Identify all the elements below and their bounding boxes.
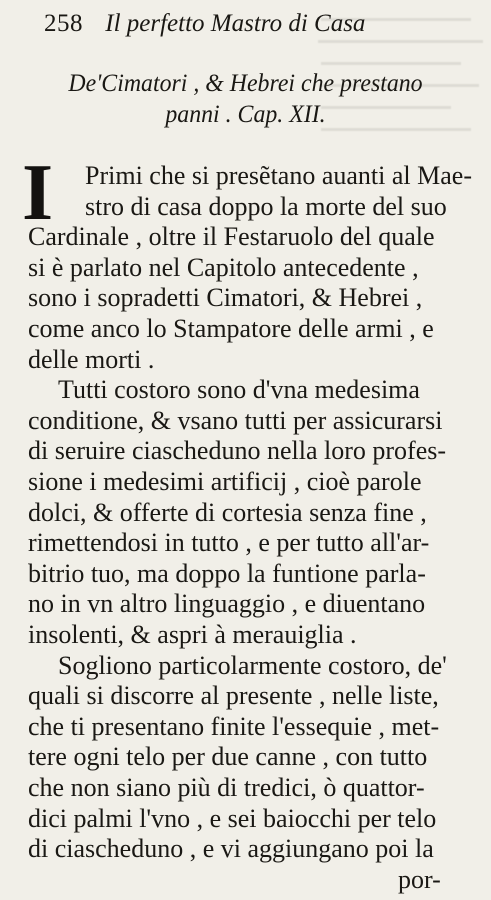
- text-line: stro di casa doppo la morte del suo: [85, 191, 447, 221]
- text-line: conditione, & vsano tutti per assicurarsi: [28, 405, 443, 435]
- catchword: por-: [398, 864, 441, 894]
- text-line: bitrio tuo, ma doppo la funtione parla-: [28, 558, 426, 588]
- text-line: delle morti .: [28, 344, 155, 374]
- text-line: tere ogni telo per due canne , con tutto: [28, 742, 428, 772]
- text-line: quali si discorre al presente , nelle liste,: [28, 681, 439, 711]
- text-line: Tutti costoro sono d'vna medesima: [58, 375, 420, 405]
- text-line: rimettendosi in tutto , e per tutto all'ar-: [28, 528, 430, 558]
- text-line: si è parlato nel Capitolo antecedente ,: [28, 252, 419, 282]
- text-line: Primi che si presẽtano auanti al Mae-: [85, 161, 472, 190]
- text-line: sono i sopradetti Cimatori, & Hebrei ,: [28, 283, 423, 313]
- text-line: sione i medesimi artificij , cioè parole: [28, 467, 422, 496]
- text-line: dici palmi l'vno , e sei baiocchi per telo: [28, 803, 437, 833]
- text-line: dolci, & offerte di cortesia senza fine ,: [28, 497, 427, 527]
- text-line: come anco lo Stampatore delle armi , e: [28, 314, 434, 343]
- chapter-title-line-1: De'Cimatori , & Hebrei che prestano: [68, 70, 423, 97]
- text-line: di seruire ciascheduno nella loro profes-: [28, 436, 447, 466]
- text-line: che non siano più di tredici, ò quattor-: [28, 773, 425, 802]
- running-head-title: Il perfetto Mastro di Casa: [105, 10, 366, 37]
- text-line: che ti presentano finite l'essequie , met-: [28, 711, 440, 741]
- text-line: Sogliono particolarmente costoro, de': [58, 650, 447, 680]
- text-line: insolenti, & aspri à merauiglia .: [28, 620, 357, 649]
- text-line: di ciascheduno , e vi aggiungano poi la: [28, 834, 434, 864]
- drop-cap: I: [22, 149, 54, 237]
- text-line: Cardinale , oltre il Festaruolo del quale: [28, 222, 435, 252]
- page-number: 258: [44, 10, 83, 37]
- chapter-title-line-2: panni . Cap. XII.: [165, 101, 326, 128]
- text-line: no in vn altro linguaggio , e diuentano: [28, 589, 426, 619]
